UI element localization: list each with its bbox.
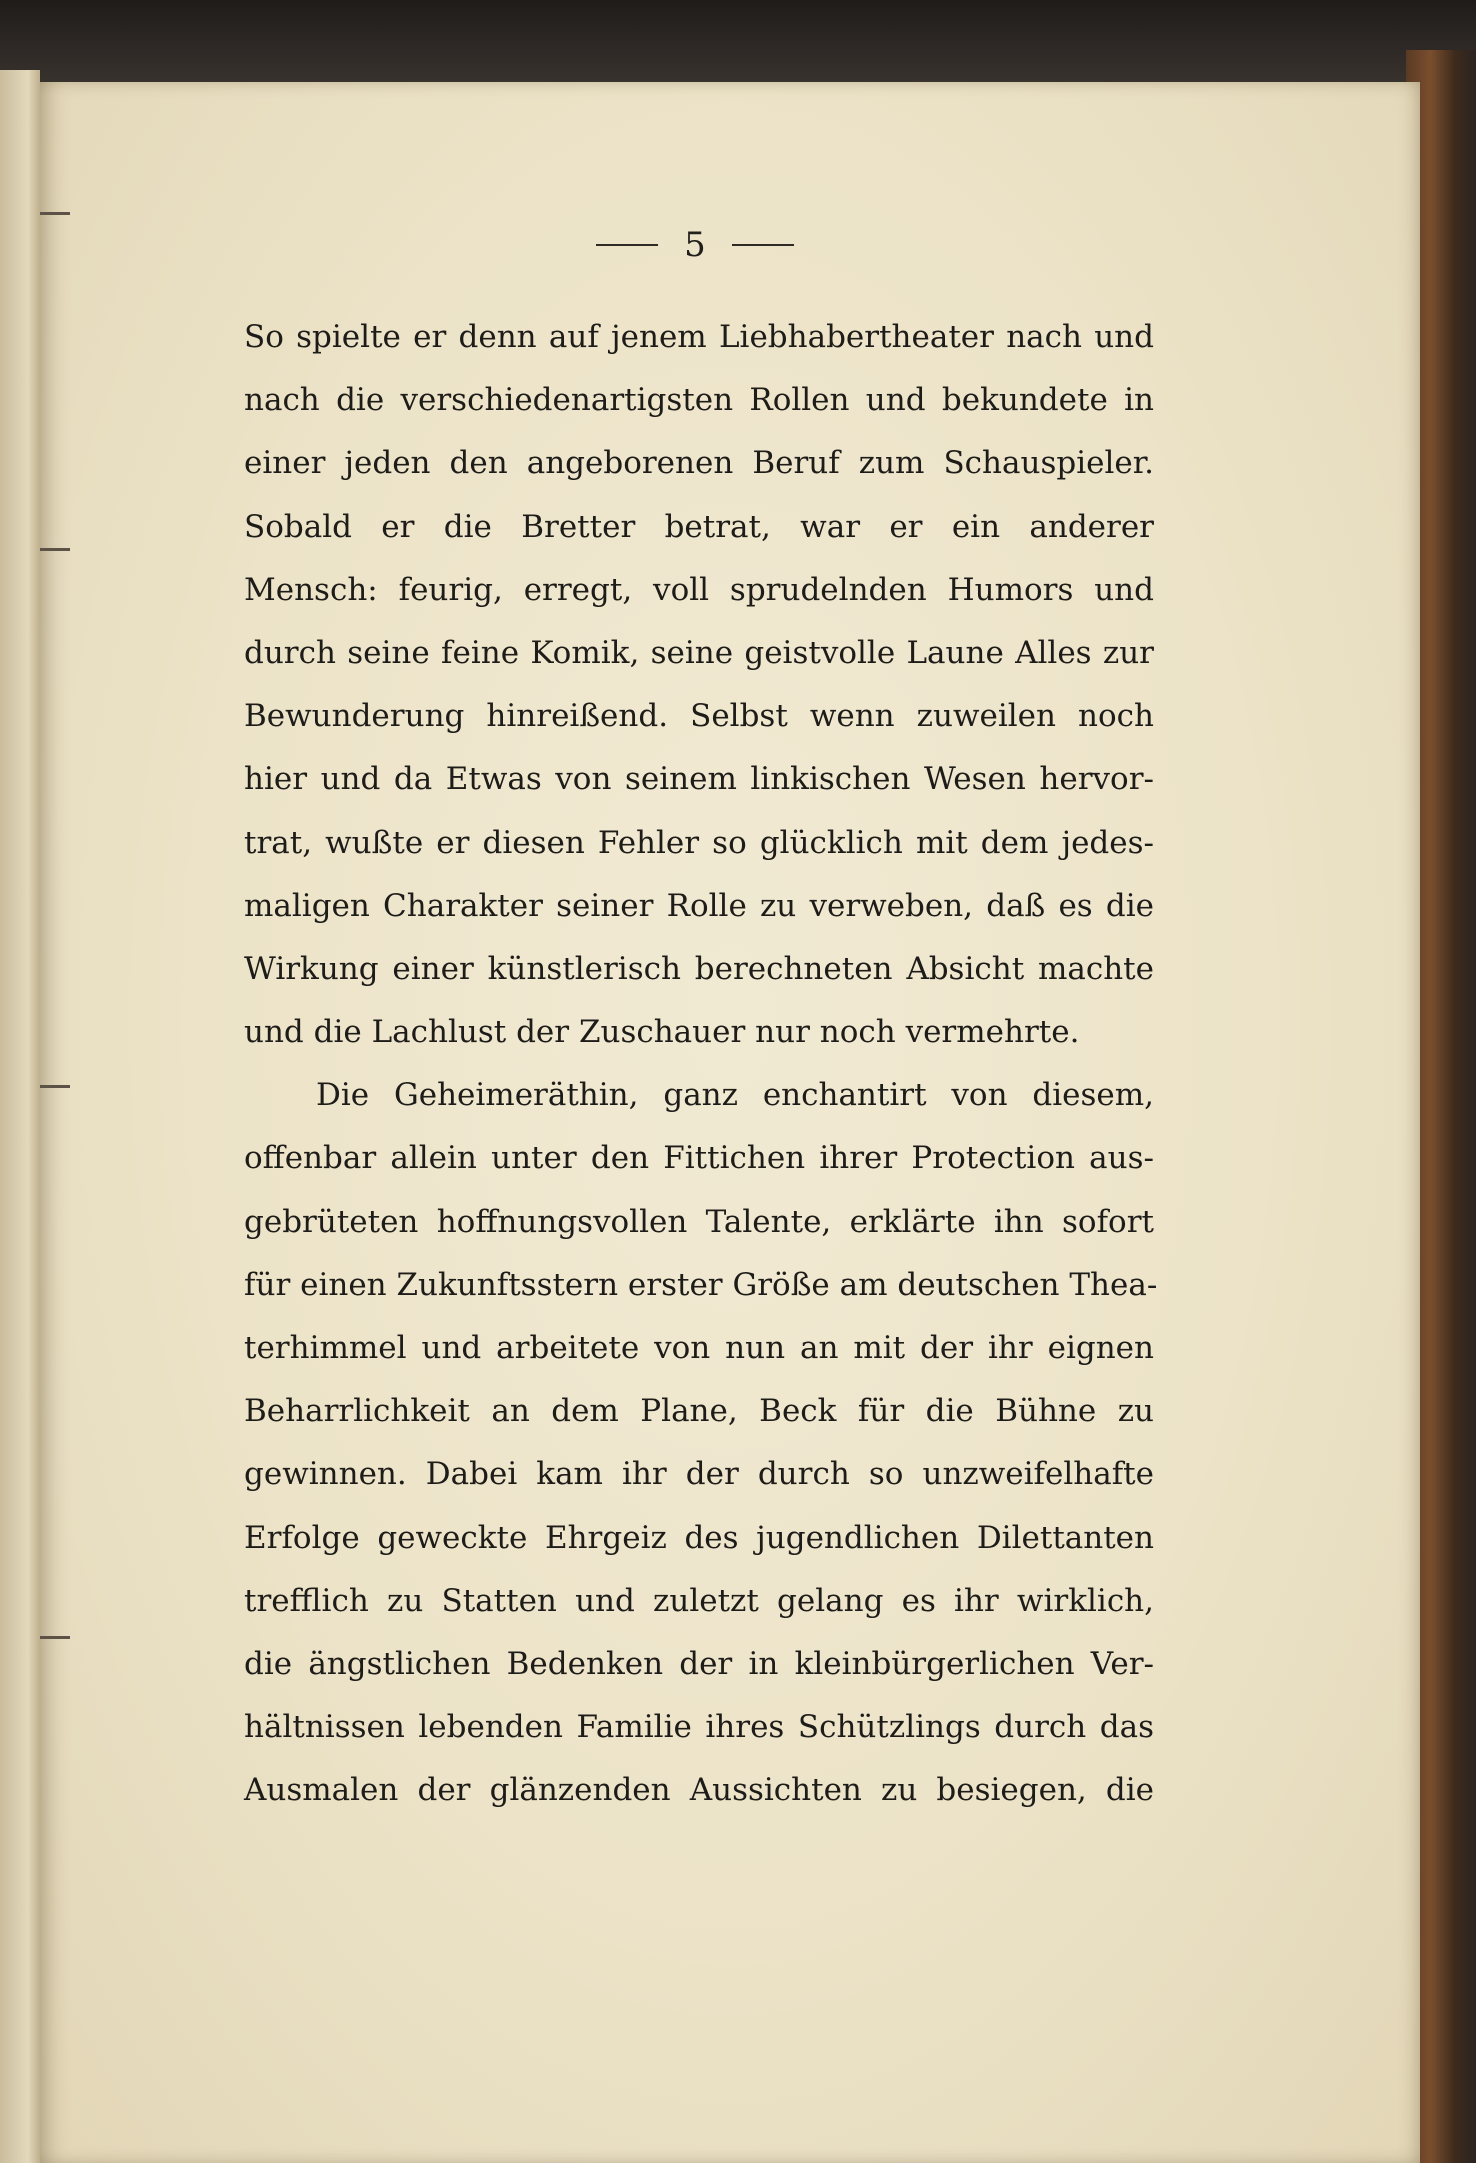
body-text (244, 306, 1158, 1823)
text-line: für einen Zukunftsstern erster Größe am deutschen Thea- (244, 1266, 1158, 1303)
page-header (570, 225, 820, 265)
text-line: Ausmalen der glänzenden Aussichten zu besiegen, die (244, 1772, 1154, 1809)
text-line: So spielte er denn auf jenem Liebhabertheater nach und (244, 319, 1154, 355)
header-rule-right (732, 244, 794, 246)
text-line: Sobald er die Bretter betrat, war er ein anderer (244, 508, 1154, 545)
text-line: Erfolge geweckte Ehrgeiz des jugendlichen Dilettanten (244, 1519, 1154, 1556)
text-line: die ängstlichen Bedenken der in kleinbürgerlichen Ver- (244, 1645, 1154, 1682)
text-line: durch seine feine Komik, seine geistvolle Laune Alles zur (244, 634, 1154, 671)
text-line: gebrüteten hoffnungsvollen Talente, erklärte ihn sofort (244, 1203, 1154, 1240)
text-line: offenbar allein unter den Fittichen ihrer Protection aus- (244, 1140, 1154, 1177)
left-page-edge (0, 70, 40, 2163)
text-line: Beharrlichkeit an dem Plane, Beck für die Bühne zu (244, 1393, 1154, 1430)
paragraph-2 (244, 1064, 1158, 1822)
margin-mark (40, 1636, 70, 1639)
text-line: und die Lachlust der Zuschauer nur noch vermehrte. (244, 1014, 1080, 1051)
paragraph-1 (244, 306, 1154, 1064)
margin-mark (40, 1085, 70, 1088)
text-line: hier und da Etwas von seinem linkischen Wesen hervor- (244, 761, 1154, 798)
margin-mark (40, 548, 70, 551)
book-cover-top (0, 0, 1476, 90)
text-line: Die Geheimeräthin, ganz enchantirt von diesem, (316, 1077, 1154, 1114)
text-line: Mensch: feurig, erregt, voll sprudelnden Humors und (244, 571, 1154, 608)
text-line: trefflich zu Statten und zuletzt gelang es ihr wirklich, (244, 1582, 1154, 1619)
text-line: gewinnen. Dabei kam ihr der durch so unzweifelhafte (244, 1456, 1154, 1493)
text-line: terhimmel und arbeitete von nun an mit der ihr eignen (244, 1330, 1154, 1366)
text-line: hältnissen lebenden Familie ihres Schützlings durch das (244, 1709, 1154, 1746)
text-line: Wirkung einer künstlerisch berechneten Absicht machte (244, 950, 1154, 987)
margin-mark (40, 212, 70, 215)
header-rule-left (596, 244, 658, 246)
page-number: 5 (684, 225, 706, 265)
text-line: nach die verschiedenartigsten Rollen und bekundete in (244, 382, 1154, 419)
text-line: Bewunderung hinreißend. Selbst wenn zuweilen noch (244, 698, 1154, 735)
text-line: maligen Charakter seiner Rolle zu verweben, daß es die (244, 887, 1154, 924)
text-line: trat, wußte er diesen Fehler so glücklich mit dem jedes- (244, 824, 1154, 861)
text-line: einer jeden den angeborenen Beruf zum Schauspieler. (244, 445, 1154, 482)
